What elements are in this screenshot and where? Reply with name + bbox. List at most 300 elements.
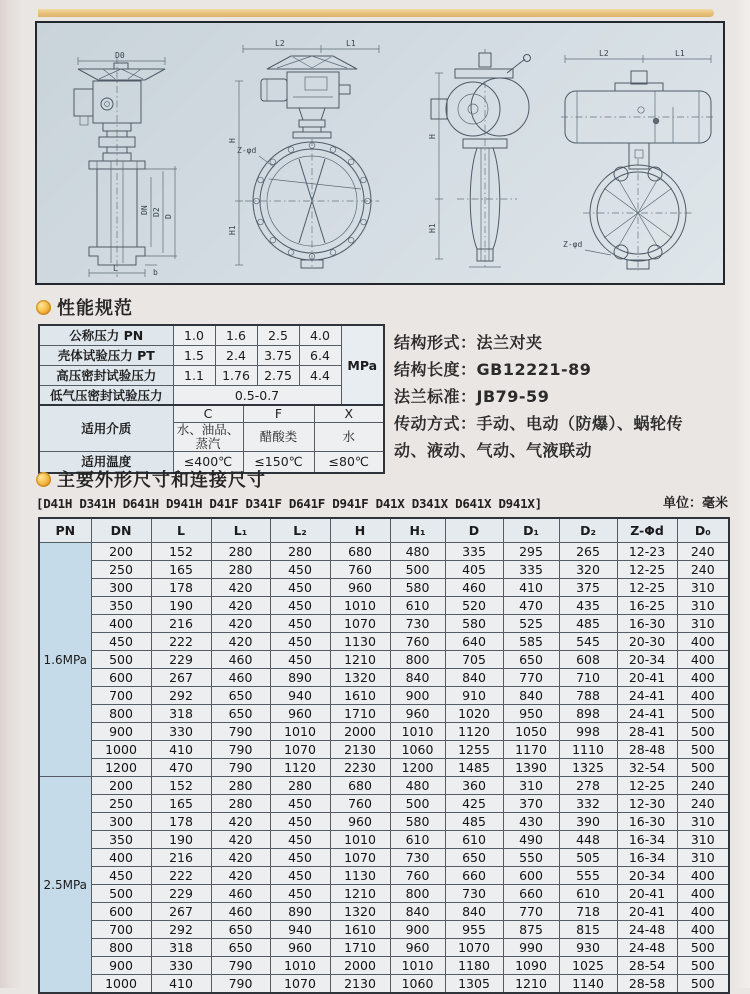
table-cell: 400 — [677, 903, 729, 921]
table-cell: 990 — [503, 939, 559, 957]
table-cell: 580 — [390, 813, 445, 831]
table-cell: 370 — [503, 795, 559, 813]
table-cell: 450 — [270, 651, 330, 669]
table-cell: 550 — [503, 849, 559, 867]
table-cell: 875 — [503, 921, 559, 939]
table-cell: 680 — [330, 543, 390, 561]
table-cell: 24-48 — [617, 921, 677, 939]
table-cell: 840 — [445, 903, 503, 921]
table-cell: 960 — [270, 939, 330, 957]
table-cell: 480 — [390, 543, 445, 561]
table-cell: 24-41 — [617, 687, 677, 705]
table-cell: 610 — [445, 831, 503, 849]
table-cell: 400 — [677, 633, 729, 651]
spec-value-cell: 1.5 — [173, 346, 215, 366]
table-cell: 152 — [151, 777, 211, 795]
table-cell: 2130 — [330, 741, 390, 759]
table-cell: 400 — [91, 849, 151, 867]
table-cell: 32-54 — [617, 759, 677, 777]
table-cell: 229 — [151, 885, 211, 903]
table-cell: 12-30 — [617, 795, 677, 813]
table-cell: 1320 — [330, 669, 390, 687]
table-cell: 840 — [390, 903, 445, 921]
table-row — [39, 669, 729, 687]
table-cell: 800 — [390, 885, 445, 903]
info-line: 动、液动、气动、气液联动 — [394, 441, 593, 460]
table-cell: 680 — [330, 777, 390, 795]
table-row — [39, 723, 729, 741]
table-cell: 650 — [211, 705, 270, 723]
table-cell: 718 — [559, 903, 617, 921]
table-row — [39, 867, 729, 885]
table-row — [39, 777, 729, 795]
table-cell: 1255 — [445, 741, 503, 759]
table-row — [39, 921, 729, 939]
table-cell: 1305 — [445, 975, 503, 994]
table-cell: 545 — [559, 633, 617, 651]
column-header: D₂ — [559, 518, 617, 543]
dim-label-l2: L2 — [275, 39, 285, 48]
table-cell: 788 — [559, 687, 617, 705]
table-cell: 580 — [445, 615, 503, 633]
table-cell: 1060 — [390, 975, 445, 994]
table-cell: 1110 — [559, 741, 617, 759]
table-cell: 1050 — [503, 723, 559, 741]
table-cell: 770 — [503, 903, 559, 921]
table-cell: 1060 — [390, 741, 445, 759]
table-cell: 450 — [270, 597, 330, 615]
table-cell: 1010 — [270, 723, 330, 741]
table-cell: 400 — [91, 615, 151, 633]
table-cell: 1390 — [503, 759, 559, 777]
table-row — [39, 795, 729, 813]
table-cell: 930 — [559, 939, 617, 957]
table-cell: 200 — [91, 543, 151, 561]
spec-row-label: 适用介质 — [39, 405, 173, 452]
dim-label-z-phi-d: Z-φd — [237, 146, 257, 155]
table-cell: 600 — [91, 903, 151, 921]
table-cell: 1070 — [330, 849, 390, 867]
table-cell: 650 — [503, 651, 559, 669]
table-cell: 460 — [211, 903, 270, 921]
dim-section-title: 主要外形尺寸和连接尺寸 — [57, 470, 266, 491]
table-cell: 24-48 — [617, 939, 677, 957]
table-row — [39, 651, 729, 669]
table-cell: 960 — [330, 813, 390, 831]
table-cell: 500 — [677, 957, 729, 975]
table-row — [39, 561, 729, 579]
table-cell: 2130 — [330, 975, 390, 994]
table-cell: 1485 — [445, 759, 503, 777]
table-cell: 608 — [559, 651, 617, 669]
table-cell: 280 — [211, 777, 270, 795]
table-cell: 585 — [503, 633, 559, 651]
table-cell: 2000 — [330, 723, 390, 741]
table-cell: 470 — [151, 759, 211, 777]
spec-value-cell: 4.4 — [299, 366, 341, 386]
table-cell: 790 — [211, 759, 270, 777]
table-cell: 280 — [211, 543, 270, 561]
media-type-cell: 水、油品、蒸汽 — [173, 423, 243, 452]
table-cell: 1070 — [445, 939, 503, 957]
table-cell: 20-41 — [617, 885, 677, 903]
dim-label-d: D — [164, 214, 173, 219]
table-row — [39, 849, 729, 867]
table-cell: 950 — [503, 705, 559, 723]
table-cell: 420 — [211, 849, 270, 867]
table-cell: 1120 — [270, 759, 330, 777]
table-cell: 1210 — [503, 975, 559, 994]
column-header: H₁ — [390, 518, 445, 543]
table-cell: 435 — [559, 597, 617, 615]
table-cell: 800 — [91, 705, 151, 723]
media-code-cell: C — [173, 405, 243, 423]
table-cell: 240 — [677, 777, 729, 795]
table-cell: 960 — [270, 705, 330, 723]
dim-label-dn: DN — [140, 205, 149, 215]
table-cell: 610 — [559, 885, 617, 903]
table-cell: 1170 — [503, 741, 559, 759]
binding-stripe — [38, 9, 714, 17]
spec-table-bottom — [38, 404, 385, 474]
spec-row-label: 适用温度 — [39, 452, 173, 474]
table-row — [39, 705, 729, 723]
table-cell: 505 — [559, 849, 617, 867]
spec-row — [39, 386, 384, 407]
table-row — [39, 597, 729, 615]
dim-label-l: L — [113, 264, 118, 273]
table-cell: 1130 — [330, 867, 390, 885]
table-cell: 900 — [390, 921, 445, 939]
table-cell: 400 — [677, 669, 729, 687]
column-header: Z-Φd — [617, 518, 677, 543]
table-row — [39, 741, 729, 759]
table-cell: 28-41 — [617, 723, 677, 741]
table-cell: 28-58 — [617, 975, 677, 994]
table-cell: 450 — [270, 561, 330, 579]
spec-value-cell: 0.5-0.7 — [173, 386, 341, 407]
table-cell: 460 — [211, 885, 270, 903]
table-cell: 705 — [445, 651, 503, 669]
table-cell: 815 — [559, 921, 617, 939]
table-cell: 250 — [91, 795, 151, 813]
dimension-table — [38, 517, 730, 994]
table-cell: 400 — [677, 921, 729, 939]
table-cell: 265 — [559, 543, 617, 561]
page-edge-shadow — [0, 0, 22, 988]
column-header: L₁ — [211, 518, 270, 543]
table-cell: 16-25 — [617, 597, 677, 615]
table-cell: 400 — [677, 651, 729, 669]
table-cell: 280 — [270, 543, 330, 561]
table-cell: 410 — [503, 579, 559, 597]
table-cell: 240 — [677, 561, 729, 579]
dim-label-z-phi-d: Z-φd — [563, 240, 583, 249]
table-cell: 640 — [445, 633, 503, 651]
table-cell: 450 — [270, 813, 330, 831]
section-bullet-icon — [36, 472, 51, 487]
spec-row-label: 高压密封试验压力 — [39, 366, 173, 386]
column-header: D₁ — [503, 518, 559, 543]
table-cell: 2000 — [330, 957, 390, 975]
table-cell: 335 — [445, 543, 503, 561]
table-cell: 760 — [330, 561, 390, 579]
drawing-front-electric-valve — [229, 39, 395, 277]
spec-row-label: 壳体试验压力 PT — [39, 346, 173, 366]
temp-value-cell: ≤400℃ — [173, 452, 243, 474]
table-cell: 770 — [503, 669, 559, 687]
table-cell: 1070 — [270, 741, 330, 759]
table-cell: 500 — [390, 795, 445, 813]
table-cell: 700 — [91, 687, 151, 705]
column-header: D — [445, 518, 503, 543]
table-cell: 730 — [390, 849, 445, 867]
table-cell: 405 — [445, 561, 503, 579]
spec-section-header — [36, 294, 133, 320]
dim-label-h1: H1 — [428, 223, 437, 233]
table-cell: 320 — [559, 561, 617, 579]
table-cell: 1710 — [330, 939, 390, 957]
table-cell: 1180 — [445, 957, 503, 975]
table-cell: 20-30 — [617, 633, 677, 651]
table-cell: 300 — [91, 579, 151, 597]
table-row — [39, 903, 729, 921]
table-cell: 448 — [559, 831, 617, 849]
info-line: 结构形式：法兰对夹 — [394, 333, 543, 352]
table-cell: 1710 — [330, 705, 390, 723]
table-cell: 420 — [211, 813, 270, 831]
table-cell: 480 — [390, 777, 445, 795]
table-cell: 710 — [559, 669, 617, 687]
table-cell: 310 — [677, 615, 729, 633]
dim-label-d2: D2 — [152, 207, 161, 217]
table-cell: 940 — [270, 921, 330, 939]
table-cell: 940 — [270, 687, 330, 705]
drawing-front-pneumatic-valve — [555, 47, 723, 275]
dim-label-l2: L2 — [599, 49, 609, 58]
table-cell: 790 — [211, 723, 270, 741]
table-cell: 390 — [559, 813, 617, 831]
table-cell: 16-34 — [617, 849, 677, 867]
temp-value-cell: ≤80℃ — [314, 452, 384, 474]
table-cell: 800 — [91, 939, 151, 957]
column-header: L — [151, 518, 211, 543]
table-cell: 152 — [151, 543, 211, 561]
table-cell: 1025 — [559, 957, 617, 975]
spec-row — [39, 325, 384, 346]
table-cell: 330 — [151, 723, 211, 741]
table-cell: 200 — [91, 777, 151, 795]
table-cell: 310 — [503, 777, 559, 795]
table-cell: 500 — [677, 939, 729, 957]
section-bullet-icon — [36, 300, 51, 315]
table-cell: 1010 — [330, 831, 390, 849]
info-line: 结构长度：GB12221-89 — [394, 360, 592, 379]
table-cell: 178 — [151, 579, 211, 597]
table-cell: 450 — [270, 615, 330, 633]
table-row — [39, 687, 729, 705]
table-cell: 12-25 — [617, 579, 677, 597]
table-row — [39, 939, 729, 957]
table-cell: 240 — [677, 795, 729, 813]
table-cell: 332 — [559, 795, 617, 813]
table-cell: 216 — [151, 849, 211, 867]
table-cell: 1325 — [559, 759, 617, 777]
table-cell: 28-54 — [617, 957, 677, 975]
pn-group-label: 1.6MPa — [39, 543, 91, 777]
table-cell: 890 — [270, 669, 330, 687]
table-cell: 250 — [91, 561, 151, 579]
table-row — [39, 579, 729, 597]
table-cell: 500 — [91, 885, 151, 903]
table-cell: 229 — [151, 651, 211, 669]
spec-row — [39, 346, 384, 366]
table-cell: 1020 — [445, 705, 503, 723]
table-cell: 278 — [559, 777, 617, 795]
table-cell: 580 — [390, 579, 445, 597]
spec-value-cell: 3.75 — [257, 346, 299, 366]
table-cell: 500 — [390, 561, 445, 579]
table-cell: 600 — [503, 867, 559, 885]
table-cell: 420 — [211, 597, 270, 615]
table-cell: 425 — [445, 795, 503, 813]
table-cell: 280 — [211, 561, 270, 579]
table-cell: 898 — [559, 705, 617, 723]
table-cell: 660 — [503, 885, 559, 903]
spec-section-title: 性能规范 — [57, 298, 133, 319]
table-cell: 730 — [445, 885, 503, 903]
table-cell: 267 — [151, 903, 211, 921]
table-cell: 610 — [390, 597, 445, 615]
table-cell: 840 — [445, 669, 503, 687]
table-cell: 660 — [445, 867, 503, 885]
table-cell: 1010 — [390, 723, 445, 741]
table-cell: 485 — [445, 813, 503, 831]
dim-label-b: b — [153, 268, 158, 277]
table-row — [39, 813, 729, 831]
table-cell: 24-41 — [617, 705, 677, 723]
column-header: D₀ — [677, 518, 729, 543]
media-code-cell: X — [314, 405, 384, 423]
table-cell: 1210 — [330, 651, 390, 669]
page-edge-highlight — [734, 0, 750, 988]
spec-row-label: 公称压力 PN — [39, 325, 173, 346]
table-cell: 650 — [211, 921, 270, 939]
header-row — [39, 518, 729, 543]
table-cell: 800 — [390, 651, 445, 669]
table-cell: 350 — [91, 831, 151, 849]
temp-value-cell: ≤150℃ — [243, 452, 314, 474]
spec-value-cell: 2.75 — [257, 366, 299, 386]
table-cell: 450 — [270, 885, 330, 903]
column-header: DN — [91, 518, 151, 543]
table-cell: 222 — [151, 633, 211, 651]
table-cell: 650 — [445, 849, 503, 867]
table-cell: 375 — [559, 579, 617, 597]
spec-row — [39, 405, 384, 423]
table-cell: 500 — [677, 759, 729, 777]
table-row — [39, 543, 729, 561]
table-cell: 420 — [211, 831, 270, 849]
table-cell: 400 — [677, 867, 729, 885]
table-cell: 525 — [503, 615, 559, 633]
table-cell: 420 — [211, 867, 270, 885]
table-cell: 520 — [445, 597, 503, 615]
table-cell: 2230 — [330, 759, 390, 777]
table-cell: 310 — [677, 579, 729, 597]
dim-label-h: H — [428, 134, 437, 139]
table-cell: 20-34 — [617, 651, 677, 669]
table-cell: 1010 — [270, 957, 330, 975]
spec-unit-cell: MPa — [341, 325, 384, 406]
table-cell: 960 — [390, 705, 445, 723]
dim-label-h1: H1 — [228, 225, 237, 235]
table-cell: 420 — [211, 633, 270, 651]
table-cell: 1070 — [270, 975, 330, 994]
spec-value-cell: 2.5 — [257, 325, 299, 346]
table-cell: 500 — [677, 723, 729, 741]
spec-value-cell: 1.6 — [215, 325, 257, 346]
table-cell: 610 — [390, 831, 445, 849]
table-cell: 500 — [677, 741, 729, 759]
table-cell: 1010 — [390, 957, 445, 975]
table-cell: 240 — [677, 543, 729, 561]
table-cell: 20-41 — [617, 903, 677, 921]
table-cell: 430 — [503, 813, 559, 831]
table-cell: 500 — [91, 651, 151, 669]
structure-info — [394, 329, 730, 464]
table-cell: 460 — [211, 669, 270, 687]
drawing-side-gear-valve — [427, 47, 543, 275]
table-cell: 1210 — [330, 885, 390, 903]
table-cell: 310 — [677, 813, 729, 831]
table-cell: 1610 — [330, 921, 390, 939]
table-cell: 1320 — [330, 903, 390, 921]
dim-label-h: H — [228, 138, 237, 143]
table-cell: 400 — [677, 885, 729, 903]
table-cell: 350 — [91, 597, 151, 615]
media-type-cell: 水 — [314, 423, 384, 452]
table-row — [39, 975, 729, 994]
table-row — [39, 759, 729, 777]
table-row — [39, 633, 729, 651]
table-cell: 1120 — [445, 723, 503, 741]
table-cell: 222 — [151, 867, 211, 885]
table-cell: 760 — [330, 795, 390, 813]
table-cell: 310 — [677, 849, 729, 867]
model-codes: [D41H D341H D641H D941H D41F D341F D641F D941F D41X D341X D641X D941X] — [36, 496, 542, 511]
table-cell: 16-30 — [617, 813, 677, 831]
table-cell: 450 — [270, 579, 330, 597]
table-cell: 450 — [270, 795, 330, 813]
table-cell: 650 — [211, 939, 270, 957]
table-cell: 12-23 — [617, 543, 677, 561]
table-cell: 300 — [91, 813, 151, 831]
info-line: 法兰标准：JB79-59 — [394, 387, 550, 406]
column-header: L₂ — [270, 518, 330, 543]
table-cell: 790 — [211, 975, 270, 994]
table-cell: 292 — [151, 921, 211, 939]
table-cell: 485 — [559, 615, 617, 633]
table-cell: 295 — [503, 543, 559, 561]
table-cell: 1090 — [503, 957, 559, 975]
table-cell: 790 — [211, 741, 270, 759]
pn-group-label: 2.5MPa — [39, 777, 91, 994]
table-cell: 460 — [211, 651, 270, 669]
table-cell: 165 — [151, 795, 211, 813]
table-cell: 1200 — [91, 759, 151, 777]
column-header: H — [330, 518, 390, 543]
